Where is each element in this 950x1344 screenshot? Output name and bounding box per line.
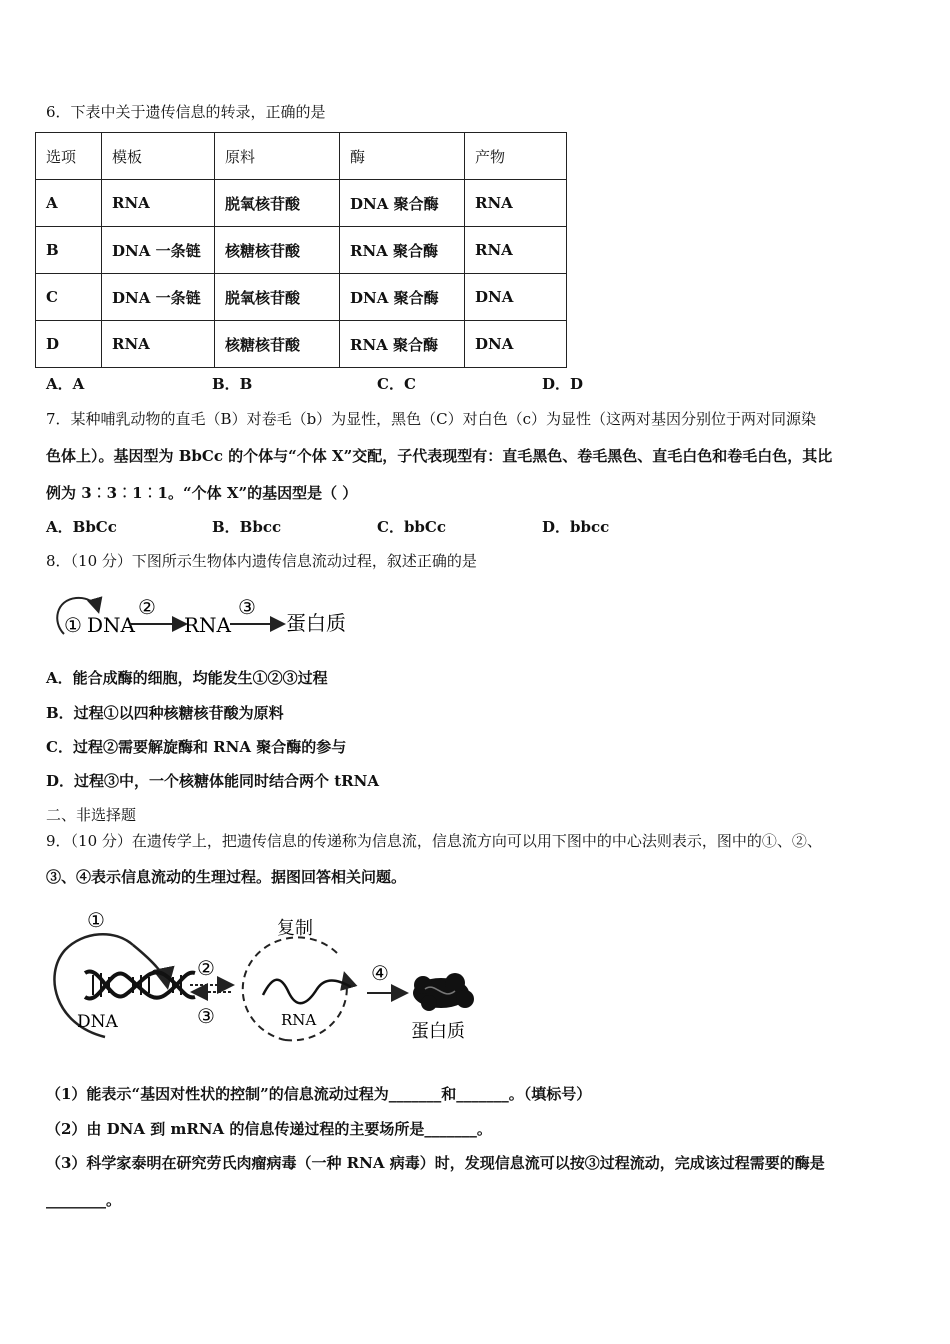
q6-option-d[interactable]: D．D	[542, 375, 584, 393]
table-cell: RNA 聚合酶	[340, 227, 465, 274]
q9-sub3-line1: （3）科学家泰明在研究劳氏肉瘤病毒（一种 RNA 病毒）时，发现信息流可以按③过程流动，完成该过程需要的酶是	[46, 1154, 825, 1172]
q6-table	[35, 132, 567, 368]
table-header-cell: 产物	[465, 133, 567, 180]
table-cell: 核糖核苷酸	[215, 321, 340, 368]
table-cell: B	[36, 227, 102, 274]
q6-stem: 6．下表中关于遗传信息的转录，正确的是	[46, 103, 326, 121]
circle-3: ③	[197, 1004, 215, 1028]
table-cell: DNA	[465, 321, 567, 368]
dna-label: DNA	[77, 1012, 118, 1032]
q9-sub2: （2）由 DNA 到 mRNA 的信息传递过程的主要场所是_______。	[46, 1120, 492, 1138]
table-row	[36, 321, 567, 368]
q9-sub3-line2: ________。	[46, 1191, 122, 1209]
q9-stem-line1: 9．（10 分）在遗传学上，把遗传信息的传递称为信息流，信息流方向可以用下图中的中心法则表示，图中的①、②、	[46, 832, 822, 850]
table-header-row	[36, 133, 567, 180]
q7-stem-line2: 色体上）。基因型为 BbCc 的个体与“个体 X”交配，子代表现型有：直毛黑色、卷毛黑色、直毛白色和卷毛白色，其比	[46, 447, 833, 465]
q7-option-a[interactable]: A．BbCc	[46, 518, 117, 536]
table-cell: RNA 聚合酶	[340, 321, 465, 368]
q8-circle-2: ②	[138, 595, 156, 619]
q8-rna-label: RNA	[184, 613, 232, 637]
rna-strand-icon	[263, 980, 351, 1003]
q6-option-b[interactable]: B．B	[212, 375, 253, 393]
table-header-cell: 选项	[36, 133, 102, 180]
table-row	[36, 180, 567, 227]
table-cell: DNA 一条链	[102, 227, 215, 274]
q8-option-b[interactable]: B．过程①以四种核糖核苷酸为原料	[46, 704, 284, 722]
q7-option-b[interactable]: B．Bbcc	[212, 518, 282, 536]
circle-1: ①	[87, 908, 105, 932]
table-cell: 脱氧核苷酸	[215, 180, 340, 227]
section-heading: 二、非选择题	[46, 806, 137, 824]
q7-option-d[interactable]: D．bbcc	[542, 518, 610, 536]
table-cell: DNA 聚合酶	[340, 180, 465, 227]
q8-flow-diagram	[50, 590, 370, 650]
table-header-cell: 模板	[102, 133, 215, 180]
q8-stem: 8．（10 分）下图所示生物体内遗传信息流动过程，叙述正确的是	[46, 552, 477, 570]
table-cell: DNA 一条链	[102, 274, 215, 321]
q9-stem-line2: ③、④表示信息流动的生理过程。据图回答相关问题。	[46, 868, 407, 886]
q8-option-a[interactable]: A．能合成酶的细胞，均能发生①②③过程	[46, 669, 328, 687]
table-cell: C	[36, 274, 102, 321]
circle-4: ④	[371, 961, 389, 985]
circle-2: ②	[197, 956, 215, 980]
q6-option-c[interactable]: C．C	[377, 375, 416, 393]
table-cell: RNA	[102, 180, 215, 227]
table-header-cell: 酶	[340, 133, 465, 180]
central-dogma-diagram	[45, 905, 495, 1050]
table-cell: DNA 聚合酶	[340, 274, 465, 321]
q6-option-a[interactable]: A．A	[46, 375, 85, 393]
table-cell: A	[36, 180, 102, 227]
q8-dna-label: DNA	[87, 613, 135, 637]
q8-option-c[interactable]: C．过程②需要解旋酶和 RNA 聚合酶的参与	[46, 738, 347, 756]
q8-option-d[interactable]: D．过程③中，一个核糖体能同时结合两个 tRNA	[46, 772, 379, 790]
table-cell: DNA	[465, 274, 567, 321]
table-cell: RNA	[465, 180, 567, 227]
q7-option-c[interactable]: C．bbCc	[377, 518, 446, 536]
q8-circle-3: ③	[238, 595, 256, 619]
table-header-cell: 原料	[215, 133, 340, 180]
q8-circle-1: ①	[64, 613, 82, 637]
table-cell: 核糖核苷酸	[215, 227, 340, 274]
protein-label: 蛋白质	[411, 1021, 465, 1042]
rna-label: RNA	[281, 1011, 317, 1029]
q9-sub1: （1）能表示“基因对性状的控制”的信息流动过程为_______和_______。（填标号）	[46, 1085, 592, 1103]
protein-icon	[413, 973, 474, 1011]
dna-helix-icon	[85, 971, 195, 998]
replication-label: 复制	[277, 918, 313, 939]
q7-stem-line1: 7．某种哺乳动物的直毛（B）对卷毛（b）为显性，黑色（C）对白色（c）为显性（这两对基因分别位于两对同源染	[46, 410, 817, 428]
table-cell: RNA	[102, 321, 215, 368]
table-row	[36, 274, 567, 321]
table-cell: RNA	[465, 227, 567, 274]
table-cell: 脱氧核苷酸	[215, 274, 340, 321]
q8-protein-label: 蛋白质	[286, 611, 346, 635]
table-cell: D	[36, 321, 102, 368]
table-row	[36, 227, 567, 274]
q7-stem-line3: 例为 3︰3︰1︰1。“个体 X”的基因型是（ ）	[46, 484, 358, 502]
